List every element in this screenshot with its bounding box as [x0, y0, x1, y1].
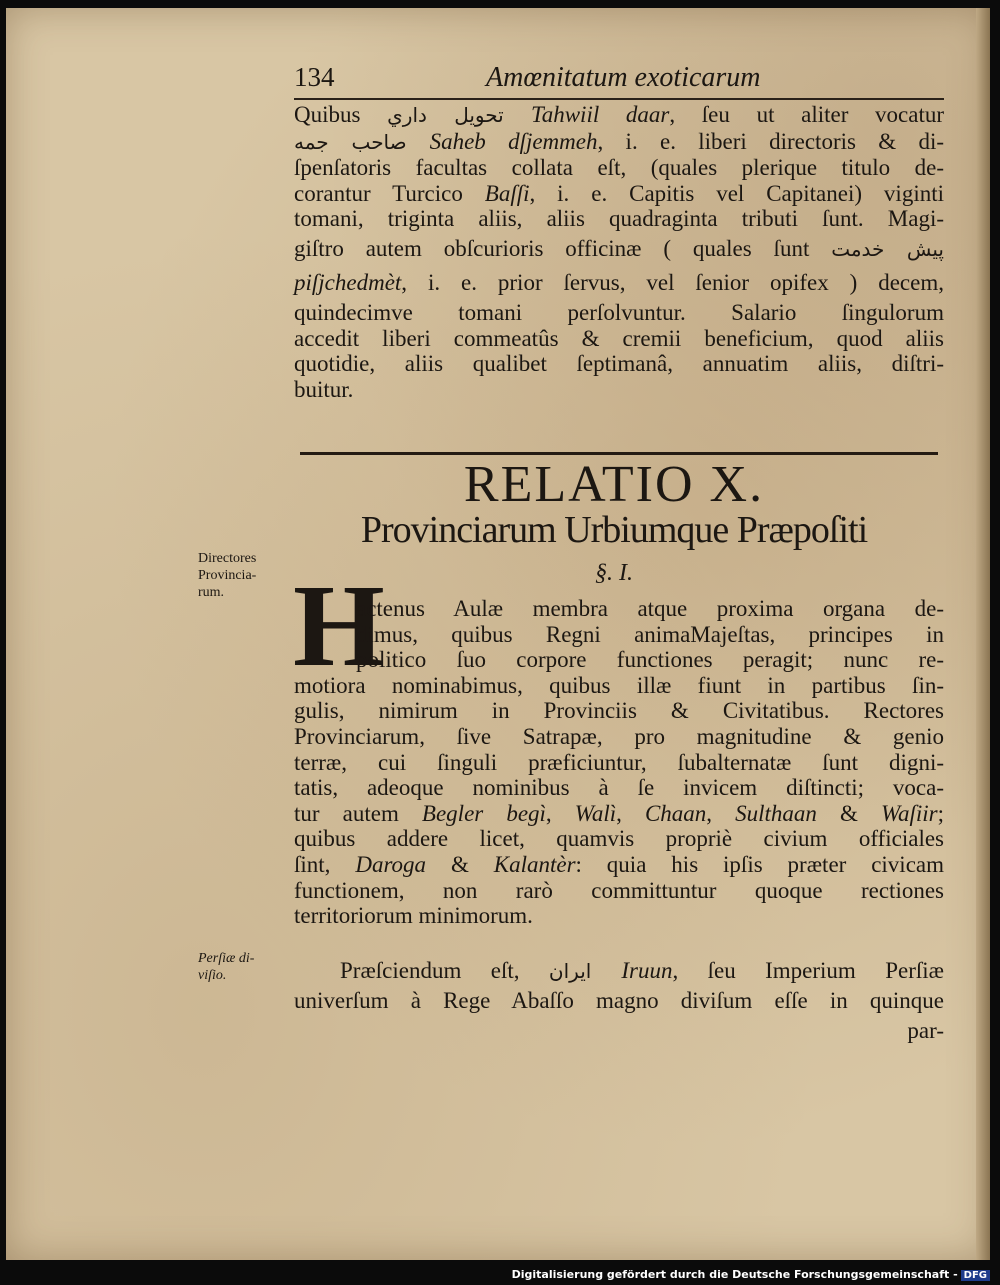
text-run: giſtro autem obſcurioris officinæ ( quales ſunt: [294, 235, 832, 261]
text-run: : quia his ipſis præter civicam: [575, 851, 945, 877]
chapter-heading: RELATIO X.: [463, 456, 765, 513]
margin-note-persiae: [198, 950, 254, 984]
text-line: dimus, quibus Regni animaMajeſtas, principes in: [356, 621, 944, 647]
text-line: motiora nominabimus, quibus illæ fiunt in partibus ſin-: [294, 672, 944, 698]
italic-term: Baſſi: [484, 180, 530, 206]
margin-note-line: Perſiæ di-: [198, 951, 255, 966]
text-line: [294, 232, 944, 266]
text-line: gulis, nimirum in Provinciis & Civitatibus. Rectores: [294, 698, 944, 724]
text-run: tur autem: [294, 800, 422, 826]
digitization-credit: [512, 1268, 990, 1281]
text-line: [294, 129, 944, 156]
arabic-term: صاحب جمه: [294, 129, 430, 154]
text-line: [294, 102, 944, 129]
main-paragraph: [294, 596, 944, 929]
text-run: ;: [937, 800, 945, 826]
italic-term: Kalantèr: [493, 851, 576, 877]
text-line: buitur.: [294, 376, 354, 402]
text-line: [294, 852, 944, 878]
arabic-term: ايران: [548, 959, 622, 983]
text-line: univerſum à Rege Abaſſo magno diviſum eſſe in quinque: [294, 988, 944, 1013]
text-run: ,: [616, 800, 645, 826]
text-run: &: [816, 800, 881, 826]
italic-term: Tahwiil daar: [531, 102, 670, 127]
margin-note-line: Provincia-: [198, 568, 257, 583]
text-line: quibus addere licet, quamvis propriè civium officiales: [294, 826, 944, 852]
italic-term: Begler begì: [421, 800, 546, 826]
section-number: §. I.: [595, 560, 633, 586]
text-run: ,: [545, 800, 575, 826]
text-run: Quibus: [294, 102, 388, 127]
catchword: par-: [907, 1018, 944, 1043]
text-line: functionem, non rarò committuntur quoque rectiones: [294, 877, 944, 903]
margin-note-line: viſio.: [198, 968, 227, 983]
text-line: [294, 801, 944, 827]
italic-term: piſjchedmèt: [294, 269, 402, 295]
text-line: tomani, triginta aliis, aliis quadraginta tributi ſunt. Magi-: [294, 206, 944, 232]
text-line: ſpenſatoris facultas collata eſt, (quales plerique titulo de-: [294, 155, 944, 181]
margin-note-line: rum.: [198, 585, 225, 600]
top-paragraph: [294, 102, 944, 402]
margin-note-directores: [198, 550, 256, 601]
arabic-term: پيش خدمت: [831, 236, 944, 261]
text-run: corantur Turcico: [294, 180, 485, 206]
text-run: &: [426, 851, 494, 877]
chapter-subtitle: Provinciarum Urbiumque Præpoſiti: [360, 509, 868, 551]
text-line: territoriorum minimorum.: [294, 903, 533, 929]
page-number: 134: [294, 62, 335, 92]
italic-term: Chaan: [644, 800, 707, 826]
arabic-term: تحويل داري: [387, 103, 532, 127]
text-line: [294, 266, 944, 300]
second-paragraph: [294, 956, 944, 1046]
text-line: Provinciarum, ſive Satrapæ, pro magnitudine & genio: [294, 723, 944, 749]
credit-text: Digitalisierung gefördert durch die Deutsche Forschungsgemeinschaft -: [511, 1268, 958, 1281]
text-run: , ſeu Imperium Perſiæ: [672, 958, 944, 983]
italic-term: Waſiir: [880, 800, 938, 826]
text-line: terræ, cui ſinguli præficiuntur, ſubalternatæ ſunt digni-: [294, 749, 944, 775]
italic-term: Walì: [574, 800, 617, 826]
running-title: Amœnitatum exoticarum: [486, 62, 761, 93]
italic-term: Iruun: [621, 958, 673, 983]
text-line: tatis, adeoque nominibus à ſe invicem diſtincti; voca-: [294, 775, 944, 801]
running-head: [294, 58, 944, 98]
text-run: , ſeu ut aliter vocatur: [669, 102, 945, 127]
text-run: , i. e. prior ſervus, vel ſenior opifex ) decem,: [401, 269, 944, 295]
text-line: quindecimve tomani perſolvuntur. Salario ſingulorum: [294, 299, 944, 325]
italic-term: Saheb dſjemmeh: [429, 128, 598, 154]
text-run: , i. e. Capitis vel Capitanei) viginti: [529, 180, 944, 206]
text-line: politico ſuo corpore functiones peragit; nunc re-: [356, 647, 944, 673]
page-edge: [976, 8, 990, 1260]
italic-term: Sulthaan: [735, 800, 817, 826]
text-line: [340, 956, 944, 986]
header-rule: [294, 98, 944, 100]
text-run: Præſciendum eſt,: [340, 958, 549, 983]
text-line: quotidie, aliis qualibet ſeptimanâ, annuatim aliis, diſtri-: [294, 351, 944, 377]
text-line: [294, 181, 944, 207]
text-run: ſint,: [294, 851, 356, 877]
text-line: actenus Aulæ membra atque proxima organa de-: [356, 596, 944, 621]
italic-term: Daroga: [355, 851, 427, 877]
dfg-logo: DFG: [961, 1270, 990, 1281]
drop-cap: H: [293, 560, 385, 691]
text-line: accedit liberi commeatûs & cremii beneficium, quod aliis: [294, 325, 944, 351]
margin-note-line: Directores: [198, 551, 257, 566]
text-run: , i. e. liberi directoris & di-: [597, 128, 944, 154]
text-run: ,: [706, 800, 736, 826]
